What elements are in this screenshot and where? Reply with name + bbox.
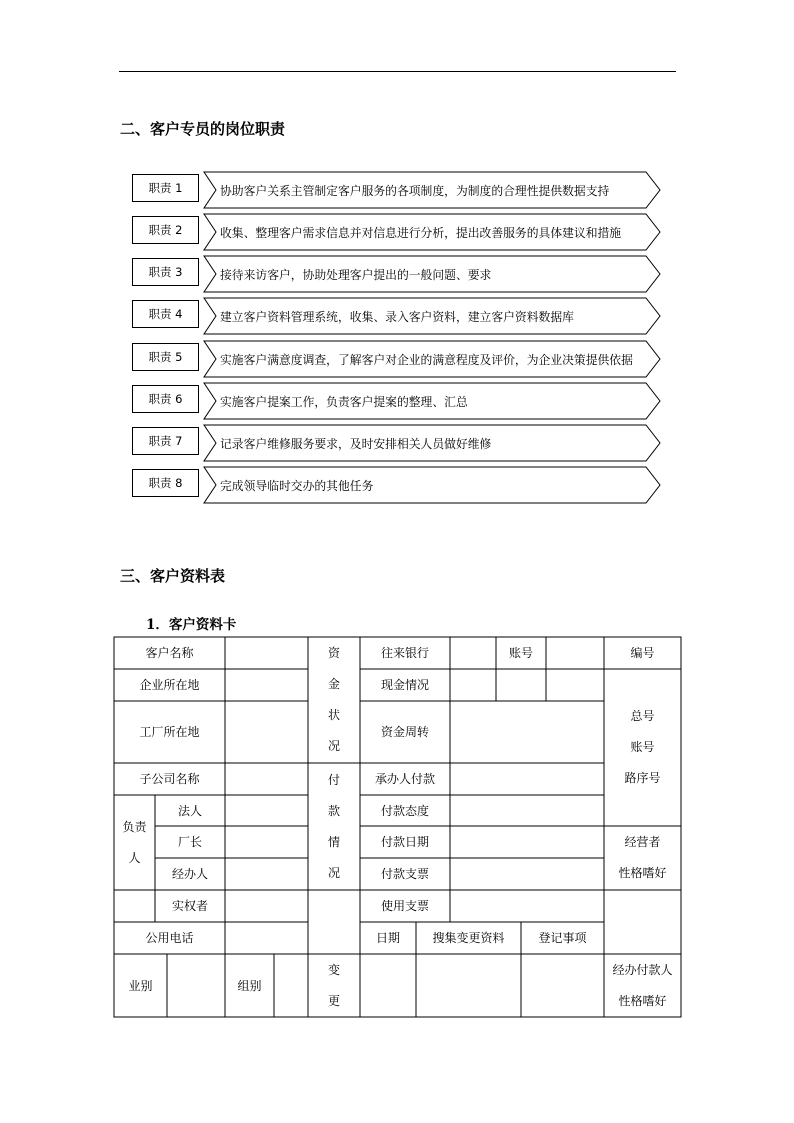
cell-undertaker-payment: 承办人付款 bbox=[374, 772, 435, 786]
cell-bank: 往来银行 bbox=[380, 646, 429, 660]
capital-status-char4: 况 bbox=[327, 739, 340, 753]
cell-general-account-route bbox=[604, 669, 681, 826]
cell-company-location: 企业所在地 bbox=[139, 678, 200, 692]
cell-registered-items: 登记事项 bbox=[538, 931, 587, 945]
duty-row bbox=[132, 382, 662, 420]
duty-row bbox=[132, 255, 662, 293]
operator-hobby-label: 性格嗜好 bbox=[618, 866, 667, 880]
cell-collected-changes: 搜集变更资料 bbox=[432, 931, 505, 945]
capital-status-char1: 资 bbox=[327, 646, 340, 660]
cell-date: 日期 bbox=[375, 931, 400, 945]
cell-public-phone: 公用电话 bbox=[145, 931, 194, 945]
duty-row bbox=[132, 466, 662, 504]
duty-label: 职责 7 bbox=[132, 427, 199, 455]
duty-label: 职责 8 bbox=[132, 469, 199, 497]
subsection-title: 1．客户资料卡 bbox=[146, 617, 237, 633]
duty-row bbox=[132, 424, 662, 462]
cell-group: 组别 bbox=[237, 978, 262, 993]
duty-label: 职责 1 bbox=[132, 174, 199, 202]
duty-row bbox=[132, 171, 662, 209]
cell-cash-status: 现金情况 bbox=[380, 678, 429, 692]
duty-label: 职责 3 bbox=[132, 258, 199, 286]
cell-payment-status bbox=[308, 763, 360, 890]
duty-text: 实施客户满意度调查，了解客户对企业的满意程度及评价，为企业决策提供依据 bbox=[220, 352, 633, 367]
cell-industry: 业别 bbox=[128, 978, 153, 993]
cell-payment-check: 付款支票 bbox=[380, 867, 429, 881]
header-rule bbox=[119, 71, 676, 72]
section3-title: 三、客户资料表 bbox=[120, 567, 226, 585]
handler-payer-label: 经办付款人 bbox=[612, 962, 673, 977]
payment-status-char1: 付 bbox=[327, 772, 340, 787]
cell-payment-date: 付款日期 bbox=[380, 835, 429, 849]
account-no2-label: 账号 bbox=[630, 740, 655, 754]
section2-title: 二、客户专员的岗位职责 bbox=[120, 120, 286, 138]
change-char2: 更 bbox=[327, 993, 340, 1008]
general-no-label: 总号 bbox=[630, 709, 655, 723]
route-no-label: 路序号 bbox=[624, 771, 661, 785]
cell-factory-director: 厂长 bbox=[177, 835, 202, 849]
cell-handler-payer bbox=[604, 954, 681, 1017]
duty-text: 收集、整理客户需求信息并对信息进行分析，提出改善服务的具体建议和措施 bbox=[220, 225, 622, 240]
handler-payer-hobby-label: 性格嗜好 bbox=[618, 993, 667, 1008]
duty-row bbox=[132, 297, 662, 335]
cell-account-no: 账号 bbox=[508, 646, 533, 660]
cell-legal-person: 法人 bbox=[177, 803, 202, 818]
responsible-person-line1: 负责 bbox=[122, 819, 147, 834]
cell-operator bbox=[604, 826, 681, 890]
cell-customer-name: 客户名称 bbox=[145, 646, 194, 660]
duty-text: 接待来访客户，协助处理客户提出的一般问题、要求 bbox=[220, 267, 492, 282]
cell-number: 编号 bbox=[630, 646, 655, 660]
operator-label: 经营者 bbox=[624, 835, 661, 849]
duty-label: 职责 2 bbox=[132, 216, 199, 244]
cell-actual-controller: 实权者 bbox=[171, 899, 208, 913]
change-char1: 变 bbox=[327, 962, 340, 977]
cell-used-check: 使用支票 bbox=[380, 899, 429, 913]
cell-responsible-person bbox=[114, 795, 155, 890]
payment-status-char4: 况 bbox=[327, 865, 340, 880]
duty-text: 建立客户资料管理系统，收集、录入客户资料，建立客户资料数据库 bbox=[220, 309, 574, 324]
duty-row bbox=[132, 340, 662, 378]
payment-status-char2: 款 bbox=[327, 803, 340, 818]
cell-subsidiary-name: 子公司名称 bbox=[139, 772, 200, 786]
cell-capital-turnover: 资金周转 bbox=[380, 725, 429, 739]
payment-status-char3: 情 bbox=[327, 834, 340, 849]
cell-payment-attitude: 付款态度 bbox=[380, 803, 429, 818]
duty-text: 完成领导临时交办的其他任务 bbox=[220, 478, 374, 493]
cell-capital-status bbox=[308, 637, 360, 763]
responsible-person-line2: 人 bbox=[128, 850, 141, 865]
duty-text: 记录客户维修服务要求，及时安排相关人员做好维修 bbox=[220, 436, 492, 451]
cell-change bbox=[308, 954, 360, 1017]
cell-handler: 经办人 bbox=[171, 867, 208, 881]
capital-status-char2: 金 bbox=[327, 677, 340, 691]
duty-row bbox=[132, 213, 662, 251]
duty-label: 职责 4 bbox=[132, 300, 199, 328]
capital-status-char3: 状 bbox=[327, 708, 340, 722]
duty-text: 协助客户关系主管制定客户服务的各项制度，为制度的合理性提供数据支持 bbox=[220, 183, 610, 198]
duty-label: 职责 5 bbox=[132, 343, 199, 371]
duty-label: 职责 6 bbox=[132, 385, 199, 413]
cell-factory-location: 工厂所在地 bbox=[139, 725, 200, 739]
duty-text: 实施客户提案工作，负责客户提案的整理、汇总 bbox=[220, 394, 468, 409]
